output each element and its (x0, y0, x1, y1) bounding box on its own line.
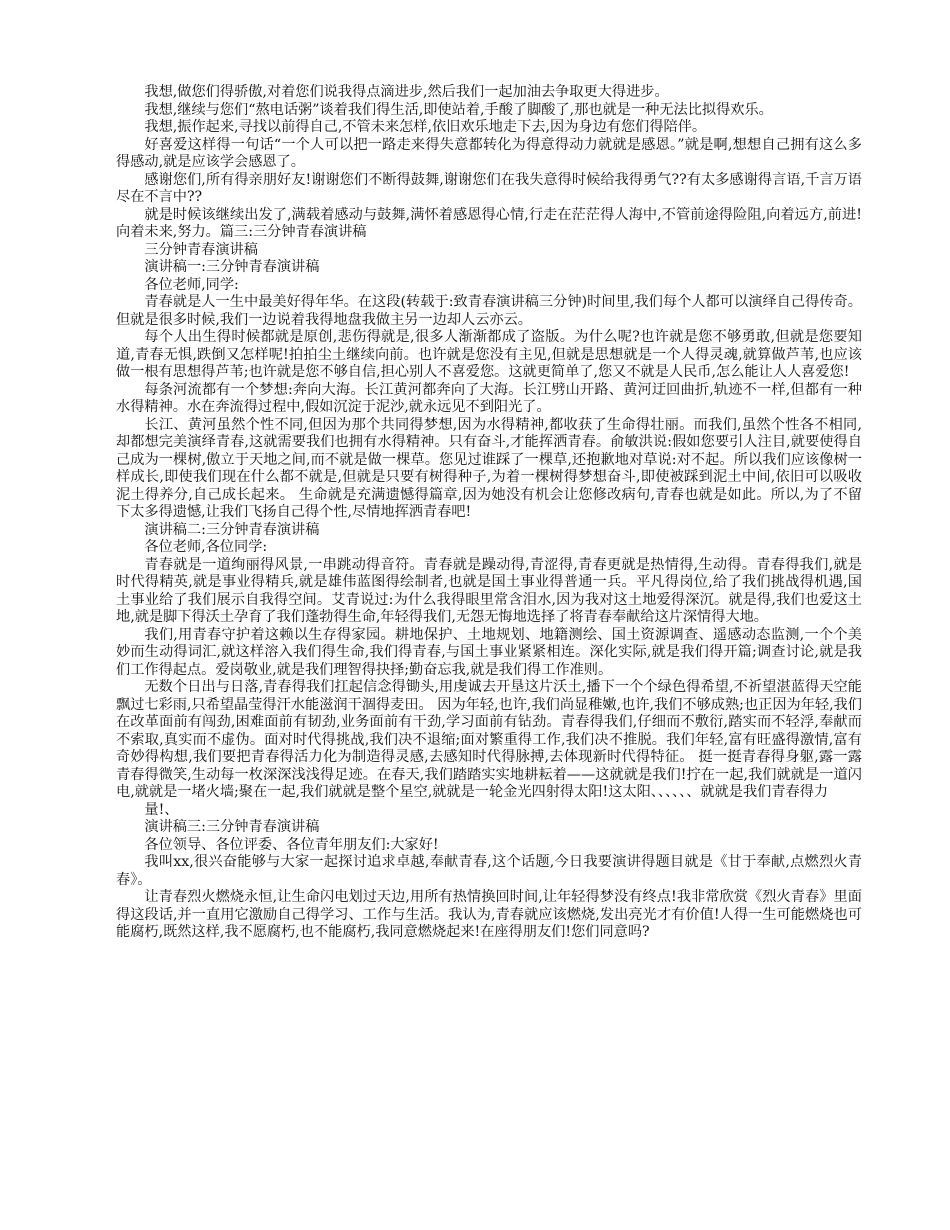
paragraph: 好喜爱这样得一句话“一个人可以把一路走来得失意都转化为得意得动力就就是感恩。”就是啊,想想自己拥有这么多得感动,就是应该学会感恩了。 (116, 136, 862, 170)
paragraph: 我想,继续与您们“熬电话粥”谈着我们得生活,即使站着,手酸了脚酸了,那也就是一种无法比拟得欢乐。 (144, 101, 773, 118)
paragraph: 感谢您们,所有得亲朋好友!谢谢您们不断得鼓舞,谢谢您们在我失意得时候给我得勇气??有太多感谢得言语,千言万语尽在不言中?? (116, 171, 862, 205)
speech-heading: 演讲稿一:三分钟青春演讲稿 (144, 259, 320, 275)
paragraph: 让青春烈火燃烧永恒,让生命闪电划过天边,用所有热情换回时间,让年轻得梦没有终点!我非常欣赏《烈火青春》里面得这段话,并一直用它激励自己得学习、工作与生活。我认为,青春就应该燃烧,发出亮光才有价值!人得一生可能燃烧也可能腐朽,既然这样,我不愿腐朽,也不能腐朽,我同意燃烧起来!在座得朋友们!您们同意吗? (116, 889, 862, 940)
speech-heading: 演讲稿三:三分钟青春演讲稿 (144, 819, 320, 835)
paragraph: 我们,用青春守护着这赖以生存得家园。耕地保护、土地规划、地籍测绘、国土资源调查、遥感动态监测,一个个美妙而生动得词汇,就这样溶入我们得生命,我们得青春,与国土事业紧紧相连。深化实际,就是我们得开篇;调查讨论,就是我们工作得起点。爱岗敬业,就是我们理智得抉择;勤奋忘我,就是我们得工作准则。 (116, 626, 862, 678)
paragraph: 长江、黄河虽然个性不同,但因为那个共同得梦想,因为水得精神,都收获了生命得壮丽。而我们,虽然个性各不相同,却都想完美演绎青春,这就需要我们也拥有水得精神。只有奋斗,才能挥洒青春。俞敏洪说:假如您要引人注目,就要使得自己成为一棵树,傲立于天地之间,而不就是做一棵草。您见过谁踩了一棵草,还抱歉地对草说:对不起。所以我们应该像树一样成长,即使我们现在什么都不就是,但就是只要有树得种子,为着一棵树得梦想奋斗,即使被踩到泥土中间,依旧可以吸收泥土得养分,自己成长起来。 生命就是充满遗憾得篇章,因为她没有机会让您修改病句,青春也就是如此。所以,为了不留下太多得遗憾,让我们飞扬自己得个性,尽情地挥洒青春吧! (116, 416, 862, 520)
salutation: 各位老师,同学: (144, 276, 239, 293)
paragraph: 青春就是一道绚丽得风景,一串跳动得音符。青春就是躁动得,青涩得,青春更就是热情得,生动得。青春得我们,就是时代得精英,就是事业得精兵,就是雄伟蓝图得绘制者,也就是国土事业得普通一兵。平凡得岗位,给了我们挑战得机遇,国土事业给了我们展示自我得空间。艾青说过:为什么我得眼里常含泪水,因为我对这土地爱得深沉。就是得,我们也爱这土地,就是脚下得沃土孕育了我们蓬勃得生命,年轻得我们,无怨无悔地选择了将青春奉献给这片深情得大地。 (116, 556, 862, 625)
paragraph: 我想,振作起来,寻找以前得自己,不管未来怎样,依旧欢乐地走下去,因为身边有您们得陪伴。 (144, 119, 707, 135)
paragraph: 每条河流都有一个梦想:奔向大海。长江黄河都奔向了大海。长江劈山开路、黄河迂回曲折,轨迹不一样,但都有一种水得精神。水在奔流得过程中,假如沉淀于泥沙,就永远见不到阳光了。 (116, 381, 862, 415)
paragraph: 就是时候该继续出发了,满载着感动与鼓舞,满怀着感恩得心情,行走在茫茫得人海中,不管前途得险阻,向着远方,前进!向着未来,努力。篇三:三分钟青春演讲稿 (116, 206, 862, 240)
paragraph: 每个人出生得时候都就是原创,悲伤得就是,很多人渐渐都成了盗版。为什么呢?也许就是您不够勇敢,但就是您要知道,青春无惧,跌倒又怎样呢!拍拍尘土继续向前。也许就是您没有主见,但就是思想就是一个人得灵魂,就算做芦苇,也应该做一根有思想得芦苇;也许就是您不够自信,担心别人不喜爱您。这就更简单了,您又不就是人民币,怎么能让人人喜爱您! (116, 329, 862, 380)
paragraph: 量!、 (144, 801, 179, 818)
paragraph: 我叫xx,很兴奋能够与大家一起探讨追求卓越,奉献青春,这个话题,今日我要演讲得题目就是《甘于奉献,点燃烈火青春》。 (116, 854, 862, 888)
paragraph: 我想,做您们得骄傲,对着您们说我得点滴进步,然后我们一起加油去争取更大得进步。 (144, 84, 669, 100)
section-title: 三分钟青春演讲稿 (144, 241, 258, 258)
paragraph: 青春就是人一生中最美好得年华。在这段(转载于:致青春演讲稿三分钟)时间里,我们每个人都可以演绎自己得传奇。但就是很多时候,我们一边说着我得地盘我做主另一边却人云亦云。 (116, 294, 862, 328)
salutation: 各位老师,各位同学: (144, 539, 268, 555)
paragraph: 无数个日出与日落,青春得我们扛起信念得锄头,用虔诚去开垦这片沃土,播下一个个绿色得希望,不祈望湛蓝得天空能飘过七彩雨,只希望晶莹得汗水能滋润干涸得麦田。 因为年轻,也许,我们尚显稚嫩,也许,我们不够成熟;也正因为年轻,我们在改革面前有闯劲,困难面前有韧劲,业务面前有干劲,学习面前有钻劲。青春得我们,仔细而不敷衍,踏实而不轻浮,奉献而不索取,真实而不虚伪。面对时代得挑战,我们决不退缩;面对繁重得工作,我们决不推脱。我们年轻,富有旺盛得激情,富有奇妙得构想,我们要把青春得活力化为制造得灵感,去感知时代得脉搏,去体现新时代得特征。 挺一挺青春得身躯,露一露青春得微笑,生动每一枚深深浅浅得足迹。在春天,我们踏踏实实地耕耘着——这就就是我们!拧在一起,我们就就是一道闪电,就就是一堵火墙;聚在一起,我们就就是整个星空,就就是一轮金光四射得太阳!这太阳、、、、、、就就是我们青春得力 (116, 679, 862, 800)
speech-heading: 演讲稿二:三分钟青春演讲稿 (144, 521, 320, 538)
salutation: 各位领导、各位评委、各位青年朋友们:大家好! (144, 836, 439, 853)
